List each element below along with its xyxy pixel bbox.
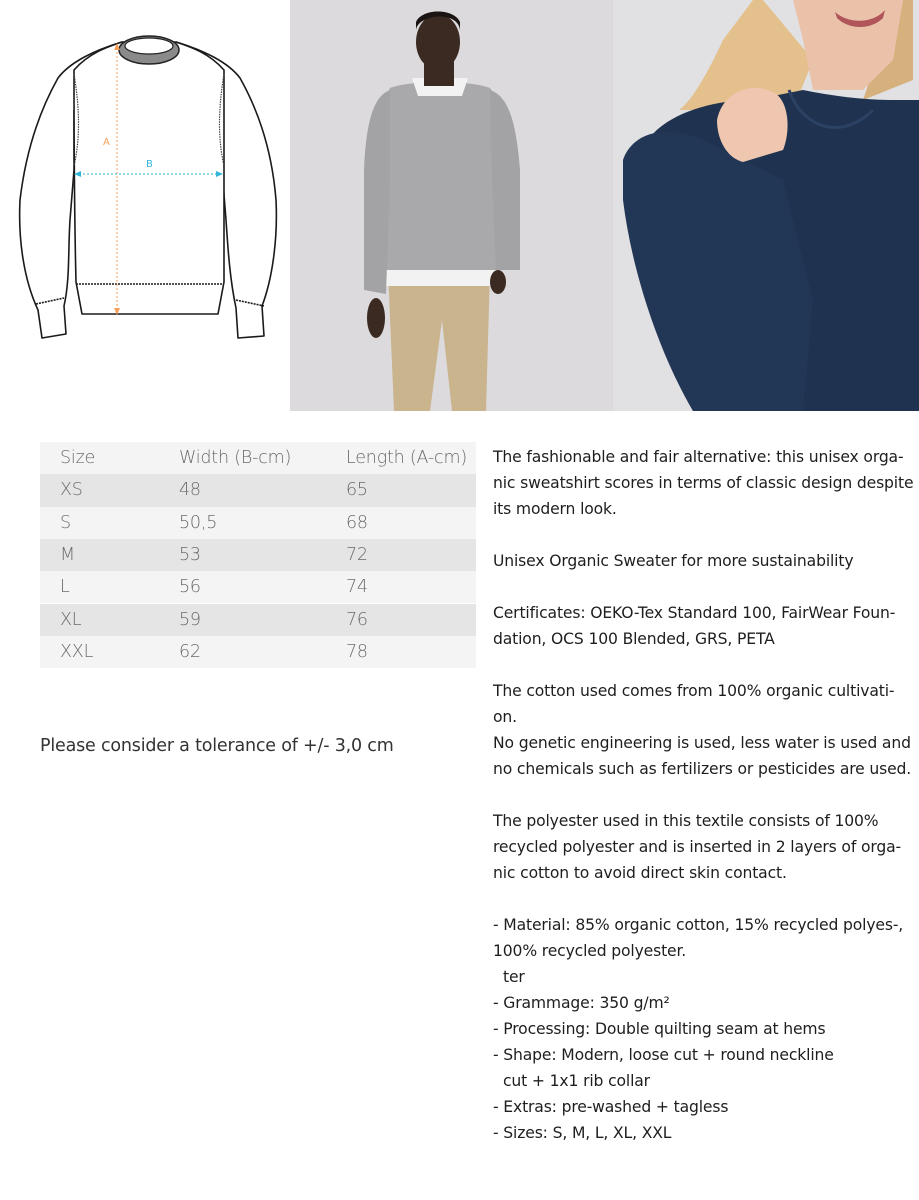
spec-material-fragment: ter (503, 968, 525, 986)
width-cell: 53 (179, 544, 201, 565)
length-cell: 76 (346, 609, 368, 630)
size-cell: S (60, 512, 71, 533)
svg-text:B: B (146, 159, 153, 170)
header-size: Size (60, 448, 96, 468)
size-cell: L (60, 577, 70, 598)
description-line: The fashionable and fair alternative: this unisex orga- (493, 448, 904, 466)
description-line: on. (493, 708, 517, 726)
spec-material: - Material: 85% organic cotton, 15% recycled polyes-, (493, 916, 904, 934)
length-cell: 72 (346, 544, 368, 565)
description-line: nic cotton to avoid direct skin contact. (493, 864, 787, 882)
product-photo-grey (290, 0, 613, 411)
spec-extras: - Extras: pre-washed + tagless (493, 1098, 729, 1116)
description-line: No genetic engineering is used, less water is used and (493, 734, 911, 752)
paragraph-gap (493, 782, 913, 808)
width-cell: 56 (179, 577, 201, 598)
paragraph-gap (493, 522, 913, 548)
sweatshirt-outline-icon (0, 0, 290, 360)
description-line: dation, OCS 100 Blended, GRS, PETA (493, 630, 775, 648)
model-navy-sweater-image (613, 0, 919, 411)
spec-sizes: - Sizes: S, M, L, XL, XXL (493, 1124, 672, 1142)
size-cell: M (60, 544, 75, 565)
paragraph-gap (493, 886, 913, 912)
table-row (40, 571, 476, 603)
length-cell: 78 (346, 641, 368, 662)
size-cell: XS (60, 480, 83, 501)
description-line: Unisex Organic Sweater for more sustainability (493, 552, 854, 570)
size-diagram (0, 0, 290, 360)
width-cell: 48 (179, 480, 201, 501)
spec-processing: - Processing: Double quilting seam at hems (493, 1020, 826, 1038)
size-cell: XL (60, 609, 82, 630)
svg-text:A: A (103, 137, 110, 148)
table-row (40, 539, 476, 571)
header-length: Length (A-cm) (346, 448, 467, 468)
length-cell: 74 (346, 577, 368, 598)
width-cell: 50,5 (179, 512, 218, 533)
spec-grammage: - Grammage: 350 g/m² (493, 994, 670, 1012)
table-row (40, 636, 476, 668)
size-cell: XXL (60, 641, 94, 662)
paragraph-gap (493, 574, 913, 600)
description-line: The cotton used comes from 100% organic cultivati- (493, 682, 895, 700)
spec-material-cont: 100% recycled polyester. (493, 942, 687, 960)
tolerance-note: Please consider a tolerance of +/- 3,0 cm (40, 736, 394, 756)
spec-shape: - Shape: Modern, loose cut + round neckline (493, 1046, 834, 1064)
description-line: nic sweatshirt scores in terms of classic design despite (493, 474, 914, 492)
paragraph-gap (493, 652, 913, 678)
description-line: its modern look. (493, 500, 617, 518)
product-description (493, 444, 913, 1146)
length-cell: 68 (346, 512, 368, 533)
description-line: no chemicals such as fertilizers or pesticides are used. (493, 760, 912, 778)
table-header-row (40, 442, 476, 474)
table-row (40, 604, 476, 636)
table-row (40, 474, 476, 506)
description-line: Certificates: OEKO-Tex Standard 100, FairWear Foun- (493, 604, 896, 622)
length-cell: 65 (346, 480, 368, 501)
description-line: The polyester used in this textile consists of 100% (493, 812, 879, 830)
product-photo-navy (613, 0, 919, 411)
header-width: Width (B-cm) (179, 448, 292, 468)
spec-shape-cont: cut + 1x1 rib collar (503, 1072, 650, 1090)
table-row (40, 507, 476, 539)
model-grey-sweater-image (290, 0, 613, 411)
width-cell: 59 (179, 609, 201, 630)
description-line: recycled polyester and is inserted in 2 layers of orga- (493, 838, 901, 856)
width-cell: 62 (179, 641, 201, 662)
